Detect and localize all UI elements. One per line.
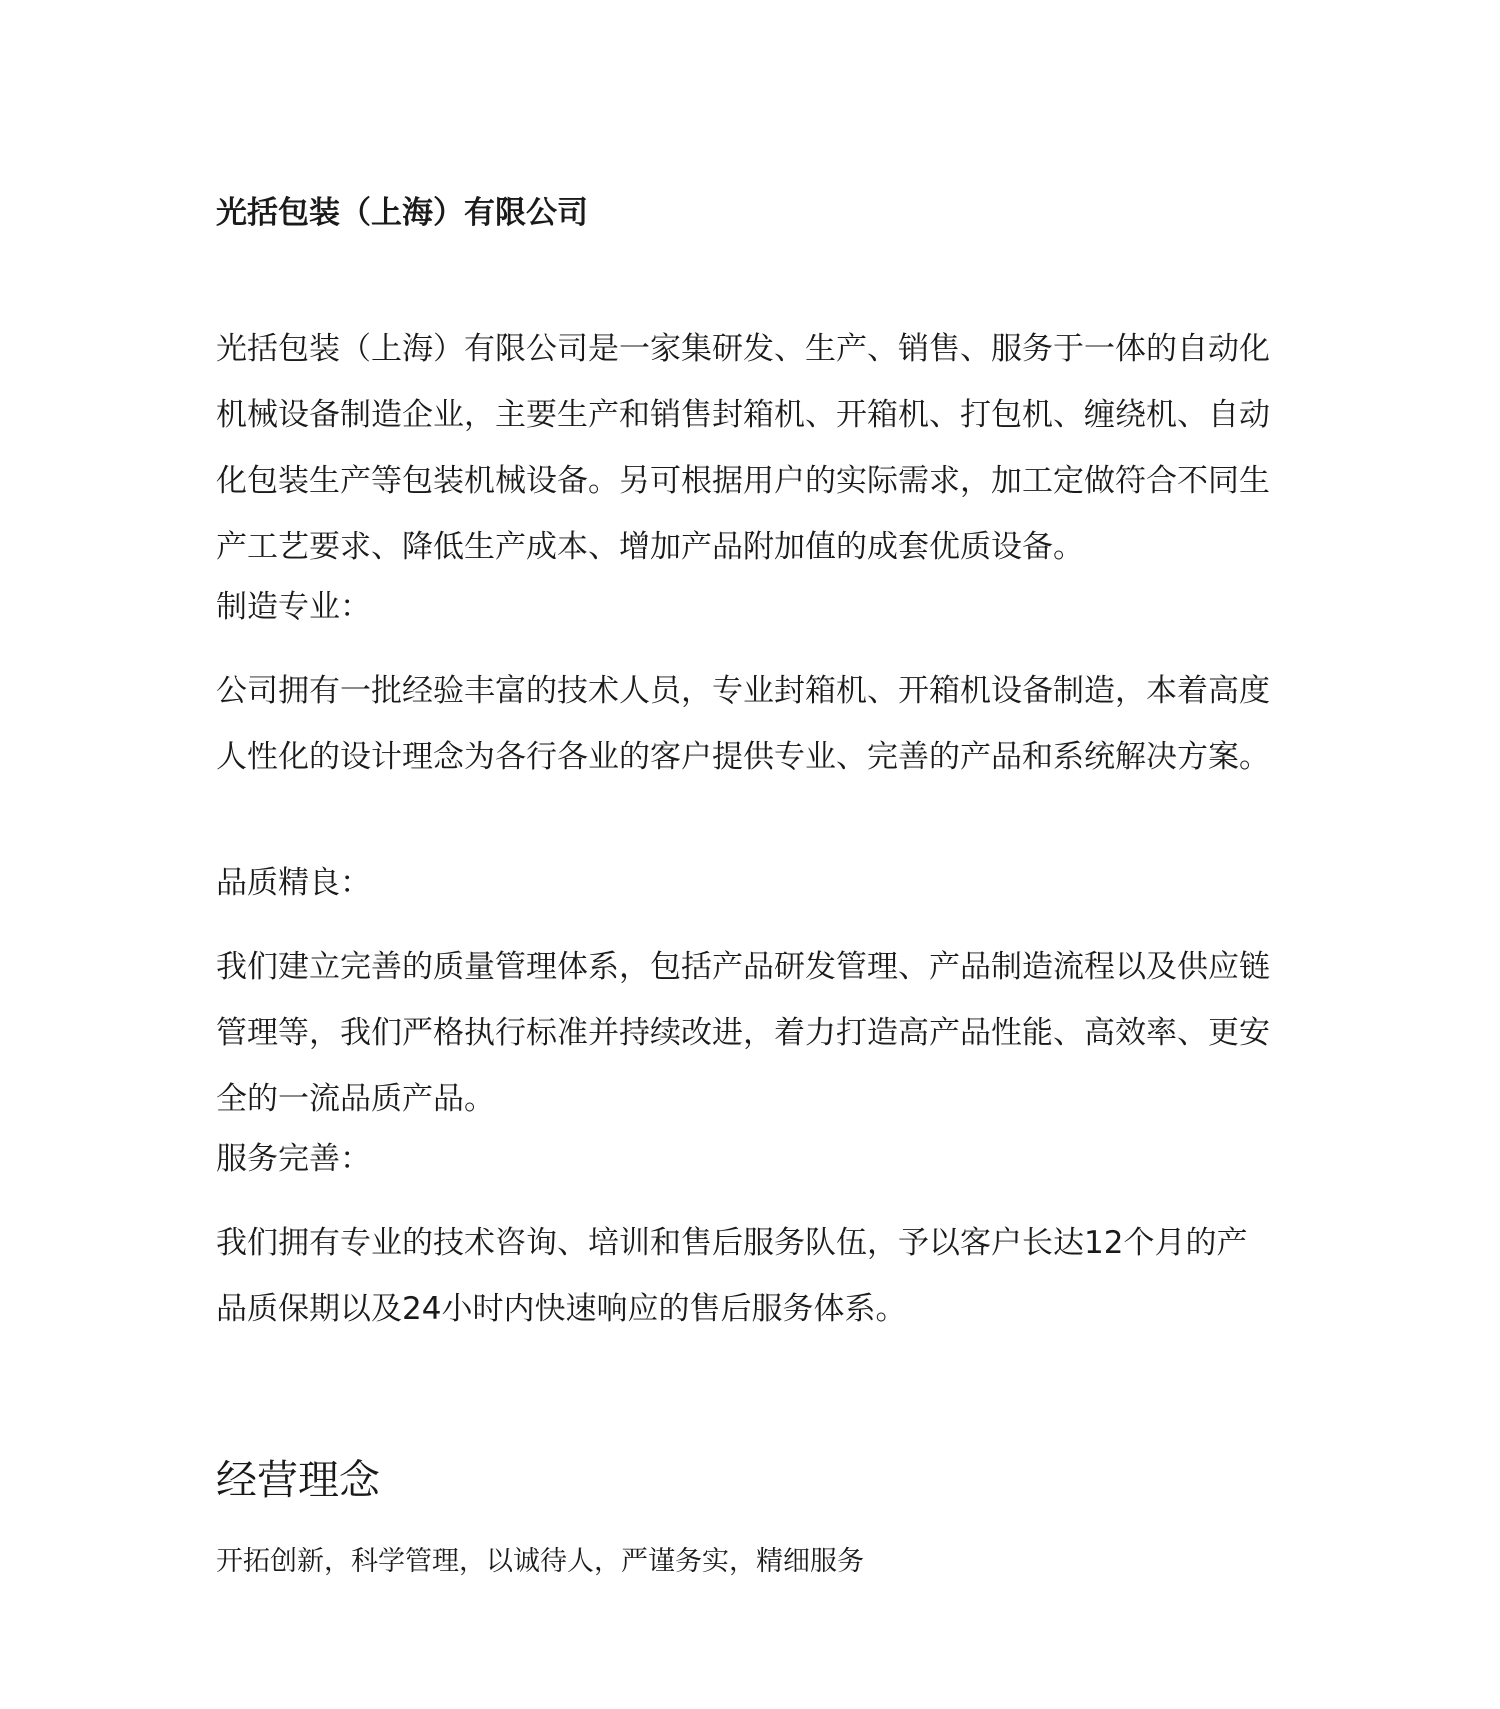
section-label-manufacturing: 制造专业： — [216, 589, 371, 625]
section-label-quality: 品质精良： — [216, 865, 371, 901]
section-label-service: 服务完善： — [216, 1141, 371, 1177]
intro-paragraph: 光括包装（上海）有限公司是一家集研发、生产、销售、服务于一体的自动化机械设备制造企业，主要生产和销售封箱机、开箱机、打包机、缠绕机、自动化包装生产等包装机械设备。另可根据用户的实际需求，加工定做符合不同生产工艺要求、降低生产成本、增加产品附加值的成套优质设备。 — [216, 331, 1270, 565]
section-body-service: 我们拥有专业的技术咨询、培训和售后服务队伍，予以客户长达12个月的产品质保期以及24小时内快速响应的售后服务体系。 — [216, 1225, 1248, 1327]
section-body-quality: 我们建立完善的质量管理体系，包括产品研发管理、产品制造流程以及供应链管理等，我们严格执行标准并持续改进，着力打造高产品性能、高效率、更安全的一流品质产品。 — [216, 949, 1270, 1117]
company-title: 光括包装（上海）有限公司 — [216, 195, 588, 231]
philosophy-text: 开拓创新，科学管理，以诚待人，严谨务实，精细服务 — [216, 1546, 864, 1577]
section-body-manufacturing: 公司拥有一批经验丰富的技术人员，专业封箱机、开箱机设备制造，本着高度人性化的设计理念为各行各业的客户提供专业、完善的产品和系统解决方案。 — [216, 673, 1270, 775]
philosophy-heading: 经营理念 — [216, 1456, 380, 1504]
